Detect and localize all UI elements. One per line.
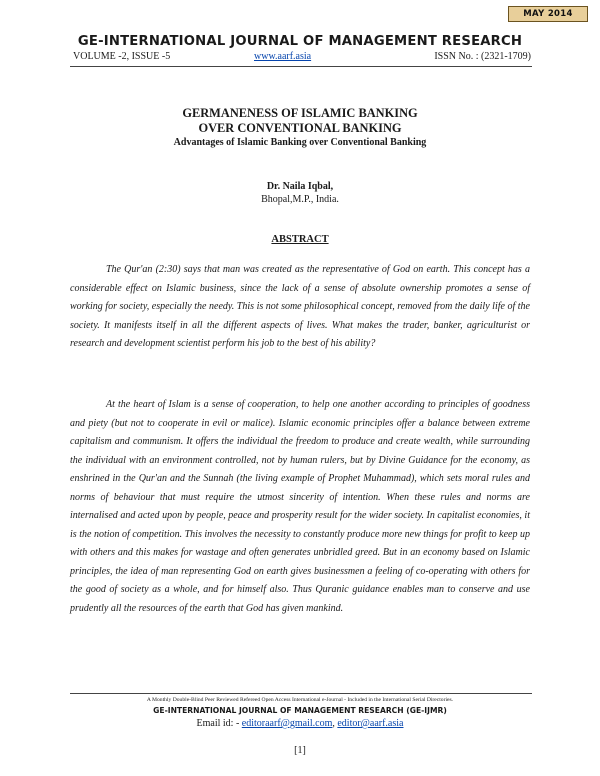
journal-meta-row [73, 51, 531, 65]
abstract-paragraph-1: The Qur'an (2:30) says that man was created as the representative of God on earth. This concept has a considerable effect on Islamic business, since the lack of a sense of absolute ownership promotes a sense of working for society, especially the needy. This is not some philosophical concept, removed from the daily life of the society. It manifests itself in all the different aspects of lives. What makes the trader, banker, agriculturist or research and development scientist perform his job to the best of his ability? [70, 264, 530, 349]
date-badge: MAY 2014 [508, 6, 588, 22]
footer-divider [70, 693, 532, 694]
email-label: Email id: - [196, 718, 242, 729]
paper-subtitle: Advantages of Islamic Banking over Conventional Banking [173, 137, 427, 148]
issn-number: ISSN No. : (2321-1709) [434, 51, 531, 62]
page-number: [1] [294, 745, 306, 756]
footer-journal-name: GE-INTERNATIONAL JOURNAL OF MANAGEMENT RESEARCH (GE-IJMR) [153, 706, 447, 715]
email-link-1[interactable]: editoraarf@gmail.com [241, 718, 333, 729]
journal-title: GE-INTERNATIONAL JOURNAL OF MANAGEMENT RESEARCH [77, 34, 523, 49]
abstract-paragraph-2: At the heart of Islam is a sense of cooperation, to help one another according to principles of goodness and piety (but not to cooperate in evil or malice). Islamic economic principles offer a balance between extreme capitalism and communism. It offers the individual the freedom to produce and create wealth, while surrounding the individual with an environment controlled, not by human rulers, but by Divine Guidance for the economy, as enshrined in the Qur'an and the Sunnah (the living example of Prophet Muhammad), which sets moral rules and norms of behaviour that must require the utmost sincerity of intention. When these rules and norms are internalised and acted upon by people, peace and prosperity result for the wider society. In capitalist economies, it is the notion of competition. This involves the necessity to constantly produce more new things for profit to keep up with others and this makes for wastage and often generates unbridled greed. But in an economy based on Islamic principles, the idea of man representing God on earth gives businessmen a feeling of co-operating with others for the good of society as a whole, and for himself also. Thus Quranic guidance enables man to conserve and use prudently all the resources of the earth that God has given mankind. [70, 399, 530, 614]
footer-email-line [0, 718, 600, 729]
header-divider [70, 66, 532, 67]
volume-issue: VOLUME -2, ISSUE -5 [73, 51, 171, 62]
paper-title-line-2: OVER CONVENTIONAL BANKING [198, 121, 402, 135]
author-affiliation: Bhopal,M.P., India. [261, 194, 339, 205]
email-separator: , [332, 718, 338, 729]
email-link-2[interactable]: editor@aarf.asia [337, 718, 404, 729]
author-name: Dr. Naila Iqbal, [266, 181, 334, 192]
abstract-heading: ABSTRACT [271, 234, 329, 245]
journal-website-link[interactable]: www.aarf.asia [254, 51, 312, 62]
paper-title-line-1: GERMANENESS OF ISLAMIC BANKING [182, 106, 418, 120]
footer-description: A Monthly Double-Blind Peer Reviewed Refereed Open Access International e-Journal - Included in the International Serial Directories. [146, 697, 454, 703]
